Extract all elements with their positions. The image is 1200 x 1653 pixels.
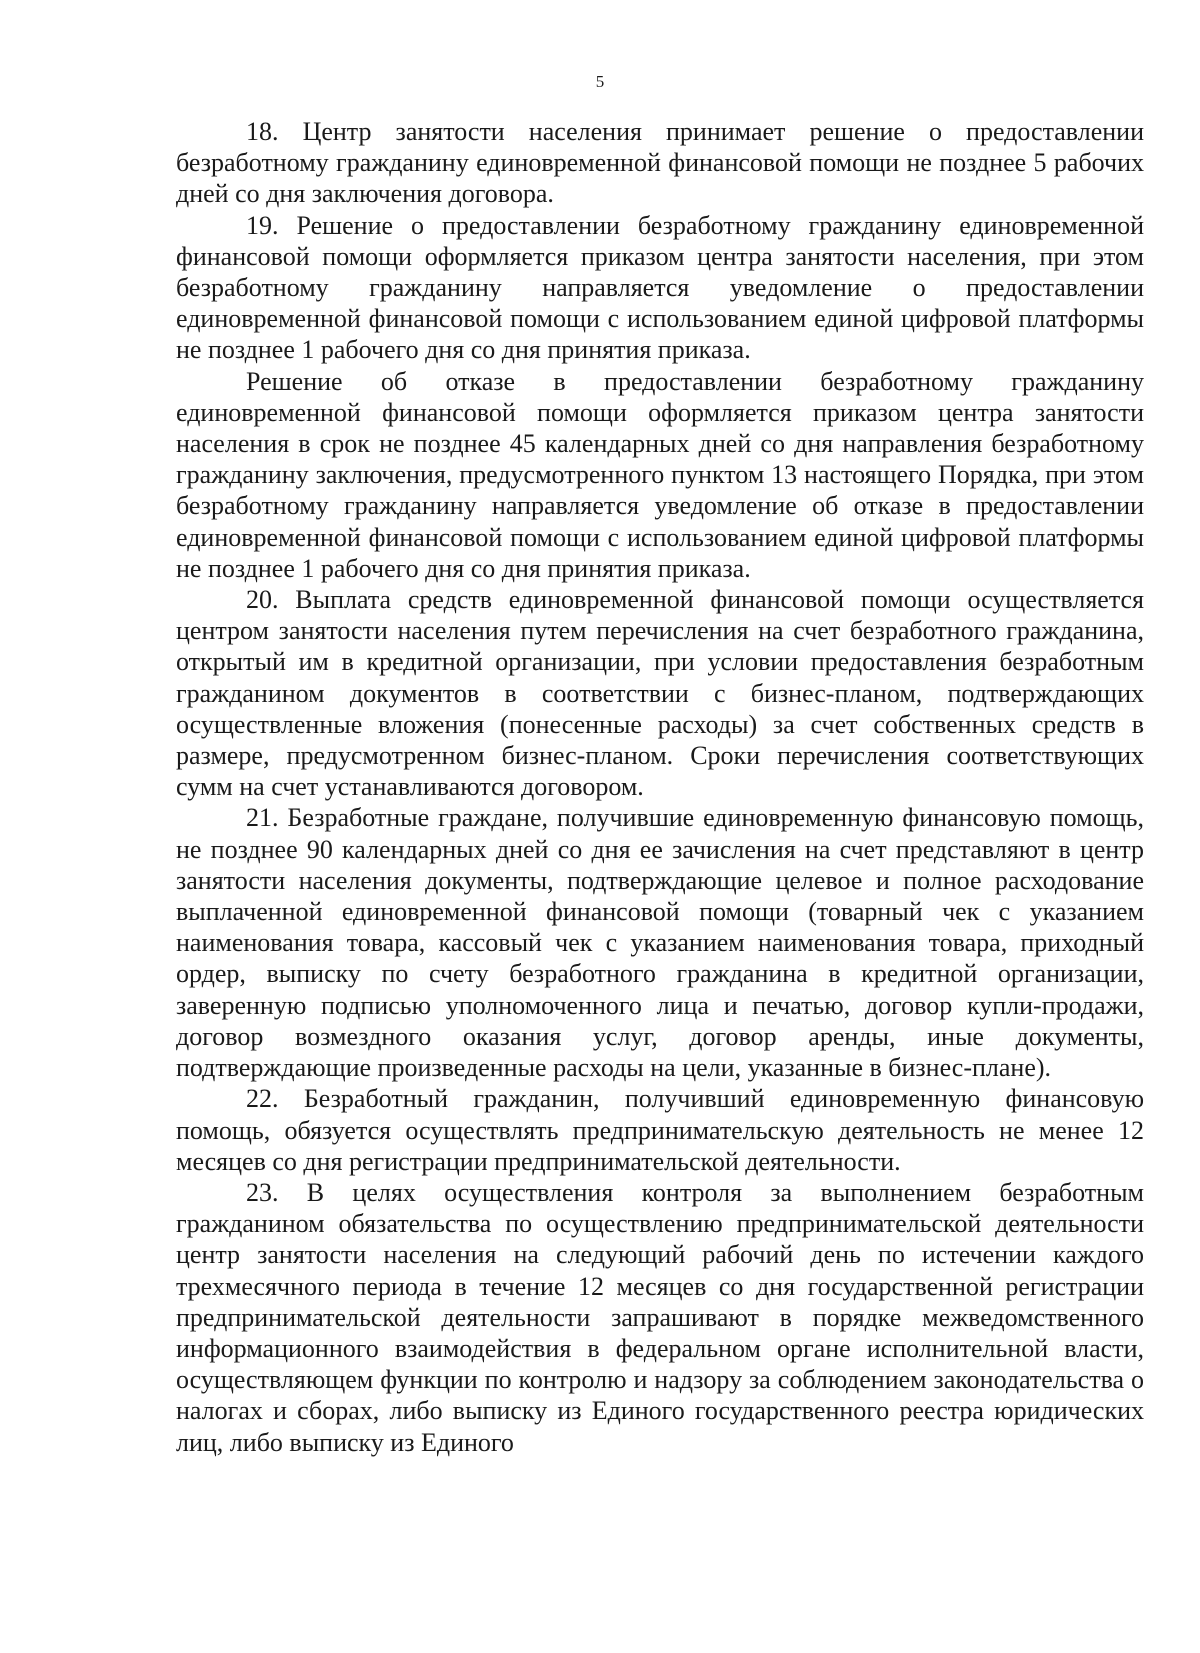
paragraph-18: 18. Центр занятости населения принимает решение о предоставлении безработному гражданину единовременной финансовой помощи не позднее 5 рабочих дней со дня заключения договора. [176, 117, 1144, 209]
paragraph-23: 23. В целях осуществления контроля за выполнением безработным гражданином обязательства по осуществлению предпринимательской деятельности центр занятости населения на следующий рабочий день по истечении каждого трехмесячного периода в течение 12 месяцев со дня государственной регистрации предпринимательской деятельности запрашивают в порядке межведомственного информационного взаимодействия в федеральном органе исполнительной власти, осуществляющем функции по контролю и надзору за соблюдением законодательства о налогах и сборах, либо выписку из Единого государственного реестра юридических лиц, либо выписку из Единого [176, 1177, 1144, 1457]
paragraph-19: 19. Решение о предоставлении безработному гражданину единовременной финансовой помощи оформляется приказом центра занятости населения, при этом безработному гражданину направляется уведомление о предоставлении единовременной финансовой помощи с использованием единой цифровой платформы не позднее 1 рабочего дня со дня принятия приказа. [176, 210, 1144, 365]
paragraph-19-refusal: Решение об отказе в предоставлении безработному гражданину единовременной финансовой помощи оформляется приказом центра занятости населения в срок не позднее 45 календарных дней со дня направления безработному гражданину заключения, предусмотренного пунктом 13 настоящего Порядка, при этом безработному гражданину направляется уведомление об отказе в предоставлении единовременной финансовой помощи с использованием единой цифровой платформы не позднее 1 рабочего дня со дня принятия приказа. [176, 366, 1144, 583]
page-number: 5 [595, 72, 605, 91]
paragraph-21: 21. Безработные граждане, получившие единовременную финансовую помощь, не позднее 90 календарных дней со дня ее зачисления на счет представляют в центр занятости населения документы, подтверждающие целевое и полное расходование выплаченной единовременной финансовой помощи (товарный чек с указанием наименования товара, кассовый чек с указанием наименования товара, приходный ордер, выписку по счету безработного гражданина в кредитной организации, заверенную подписью уполномоченного лица и печатью, договор купли-продажи, договор возмездного оказания услуг, договор аренды, иные документы, подтверждающие произведенные расходы на цели, указанные в бизнес-плане). [176, 803, 1144, 1083]
document-body [176, 116, 1144, 1458]
paragraph-22: 22. Безработный гражданин, получивший единовременную финансовую помощь, обязуется осуществлять предпринимательскую деятельность не менее 12 месяцев со дня регистрации предпринимательской деятельности. [176, 1084, 1144, 1176]
paragraph-20: 20. Выплата средств единовременной финансовой помощи осуществляется центром занятости населения путем перечисления на счет безработного гражданина, открытый им в кредитной организации, при условии предоставления безработным гражданином документов в соответствии с бизнес-планом, подтверждающих осуществленные вложения (понесенные расходы) за счет собственных средств в размере, предусмотренном бизнес-планом. Сроки перечисления соответствующих сумм на счет устанавливаются договором. [176, 585, 1144, 802]
